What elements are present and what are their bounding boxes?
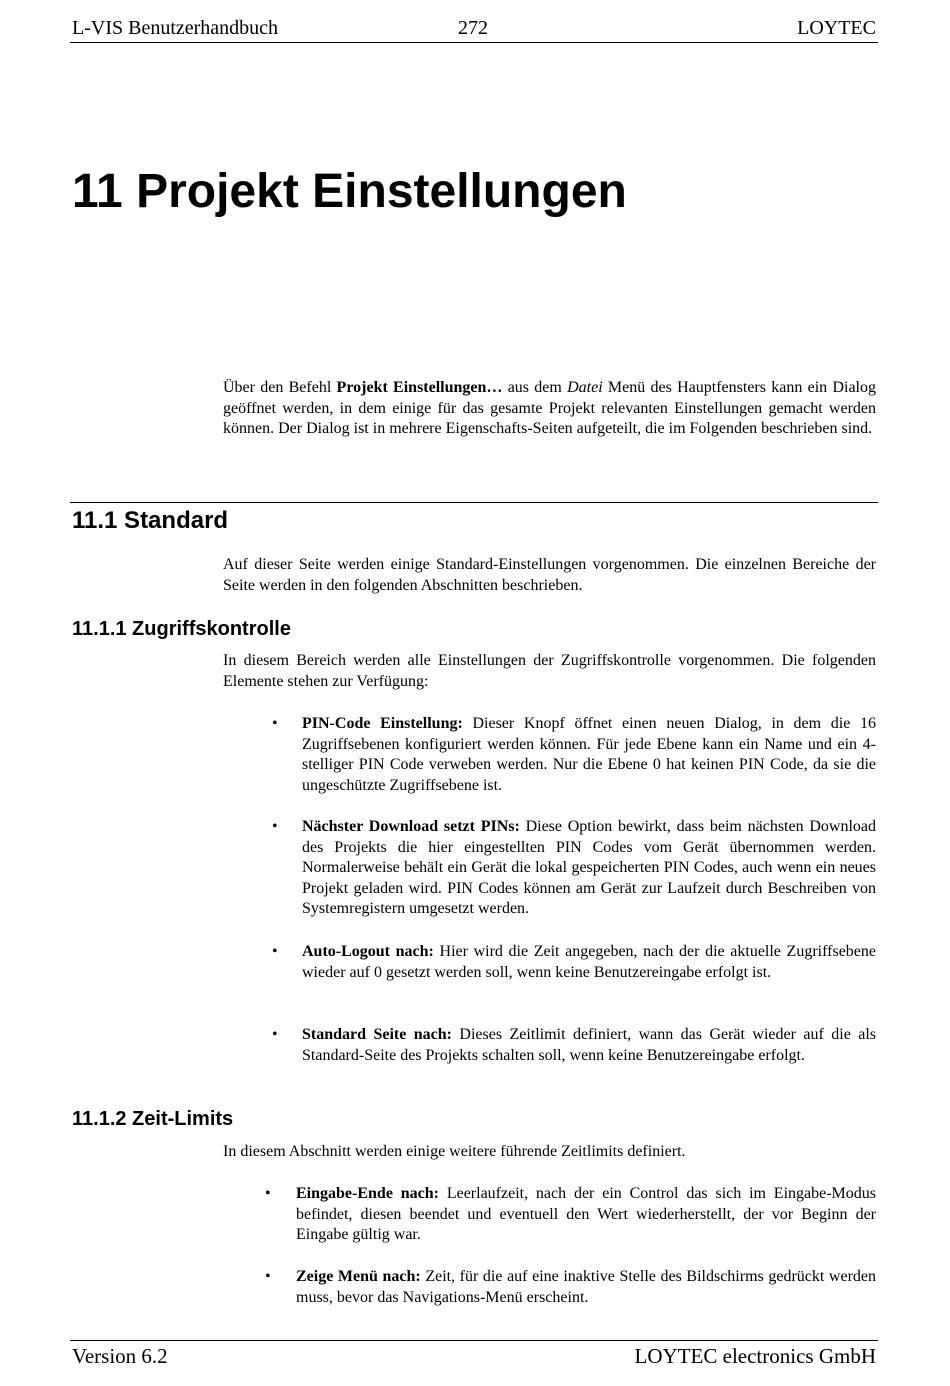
footer-rule: [70, 1340, 878, 1341]
footer-version: Version 6.2: [72, 1344, 168, 1368]
bullet-icon: •: [265, 1268, 271, 1285]
bullet-icon: •: [272, 1026, 278, 1043]
bullet-icon: •: [265, 1185, 271, 1202]
section-11-1-text: Auf dieser Seite werden einige Standard-Einstellungen vorgenommen. Die einzelnen Bereiche der Seite werden in den folgenden Abschnitten beschrieben.: [223, 556, 876, 594]
section-11-1-title: 11.1 Standard: [72, 507, 229, 534]
section-rule: [70, 502, 878, 503]
intro-command: Projekt Einstellungen…: [336, 379, 503, 396]
footer-company: LOYTEC electronics GmbH: [634, 1344, 876, 1368]
intro-menu-name: Datei: [567, 379, 603, 396]
section-11-1-1-title: 11.1.1 Zugriffskontrolle: [72, 618, 291, 640]
bullet-icon: •: [272, 715, 278, 732]
header-brand: LOYTEC: [797, 17, 876, 39]
bullet-icon: •: [272, 943, 278, 960]
section-11-1-2-text: In diesem Abschnitt werden einige weitere führende Zeitlimits definiert.: [223, 1143, 686, 1160]
section-11-1-2-title: 11.1.2 Zeit-Limits: [72, 1108, 234, 1130]
intro-paragraph: Über den Befehl Projekt Einstellungen… aus dem Datei Menü des Hauptfensters kann ein Dialog geöffnet werden, in dem einige für das gesamte Projekt relevanten Einstellungen gemacht werden können. Der Dialog ist in mehrere Eigenschafts-Seiten aufgeteilt, die im Folgenden beschrieben sind.: [223, 379, 876, 438]
page-number: 272: [458, 17, 488, 39]
chapter-title: 11 Projekt Einstellungen: [72, 165, 627, 218]
header-title: L-VIS Benutzerhandbuch: [72, 17, 279, 39]
bullet-icon: •: [272, 818, 278, 835]
header-rule: [70, 42, 878, 43]
section-11-1-1-text: In diesem Bereich werden alle Einstellungen der Zugriffskontrolle vorgenommen. Die folgenden Elemente stehen zur Verfügung:: [223, 652, 876, 690]
